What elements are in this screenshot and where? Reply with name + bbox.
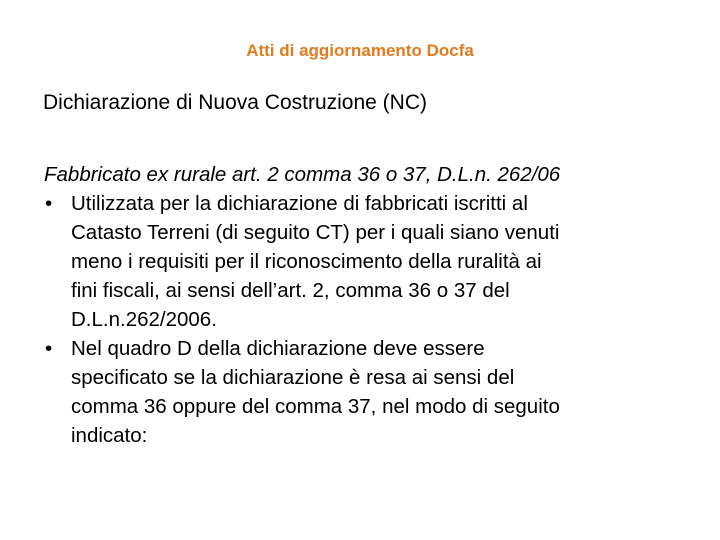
bullet-item-2 (43, 334, 713, 450)
bullet-item-1 (43, 189, 713, 334)
bullet-1-line-1: Utilizzata per la dichiarazione di fabbricati iscritti al (71, 192, 528, 215)
bullet-1-line-2: Catasto Terreni (di seguito CT) per i quali siano venuti (71, 221, 560, 244)
slide-body (43, 160, 713, 450)
bullet-1-line-4: fini fiscali, ai sensi dell’art. 2, comma 36 o 37 del (71, 279, 510, 302)
bullet-1-line-3: meno i requisiti per il riconoscimento della ruralità ai (71, 250, 542, 273)
bullet-1-line-5: D.L.n.262/2006. (71, 308, 217, 331)
slide-subtitle: Dichiarazione di Nuova Costruzione (NC) (43, 91, 427, 114)
bullet-marker: • (45, 337, 53, 360)
bullet-2-line-4: indicato: (71, 424, 148, 447)
bullet-list (43, 189, 713, 450)
bullet-2-line-3: comma 36 oppure del comma 37, nel modo di seguito (71, 395, 560, 418)
slide-title: Atti di aggiornamento Docfa (246, 41, 474, 60)
bullet-2-line-1: Nel quadro D della dichiarazione deve essere (71, 337, 485, 360)
section-heading: Fabbricato ex rurale art. 2 comma 36 o 37, D.L.n. 262/06 (44, 163, 561, 186)
bullet-2-line-2: specificato se la dichiarazione è resa ai sensi del (71, 366, 515, 389)
bullet-marker: • (45, 192, 53, 215)
